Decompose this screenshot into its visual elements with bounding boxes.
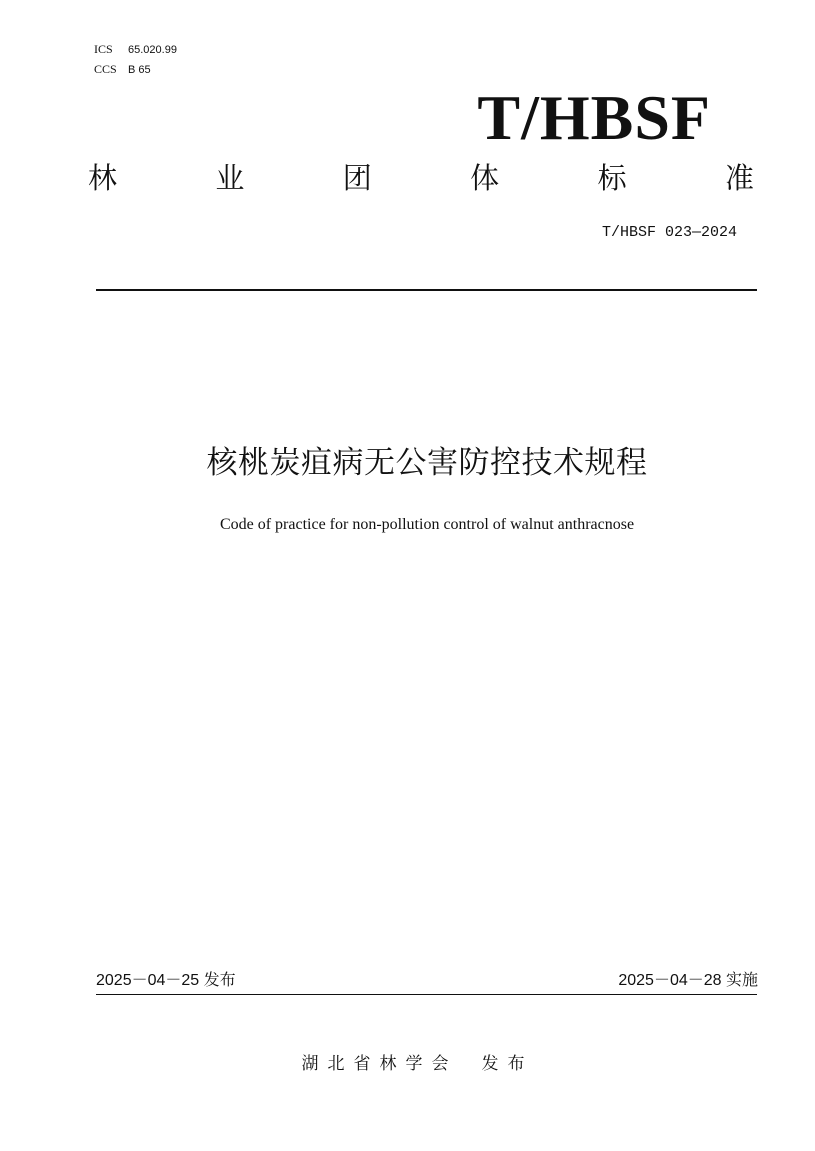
- document-title-english: Code of practice for non-pollution control of walnut anthracnose: [219, 516, 635, 533]
- category-char: 林: [88, 161, 118, 195]
- standard-category: [88, 158, 754, 198]
- category-char: 团: [342, 161, 372, 195]
- ics-label: ICS: [94, 42, 113, 56]
- ics-code-row: [94, 40, 177, 60]
- standard-number: T/HBSF 023—2024: [601, 224, 737, 241]
- issuer-action: 发布: [481, 1054, 534, 1074]
- header-divider: [96, 289, 757, 291]
- ccs-value: B 65: [128, 64, 151, 76]
- category-char: 业: [215, 161, 245, 195]
- classification-codes: [94, 40, 177, 80]
- issuing-organization: [0, 1052, 815, 1076]
- publish-date: 2025－04－25 发布: [96, 972, 236, 989]
- category-char: 标: [597, 161, 627, 195]
- issuer-org-name: 湖北省林学会: [301, 1054, 458, 1074]
- ics-value: 65.020.99: [128, 44, 177, 56]
- footer-divider: [96, 994, 757, 995]
- date-row: [96, 970, 758, 992]
- implement-date: 2025－04－28 实施: [618, 972, 758, 989]
- ccs-label: CCS: [94, 62, 117, 76]
- standard-brand-mark: T/HBSF: [477, 82, 711, 153]
- document-title-chinese: 核桃炭疽病无公害防控技术规程: [206, 445, 648, 481]
- ccs-code-row: [94, 60, 177, 80]
- category-char: 体: [470, 161, 500, 195]
- category-char: 准: [724, 161, 754, 195]
